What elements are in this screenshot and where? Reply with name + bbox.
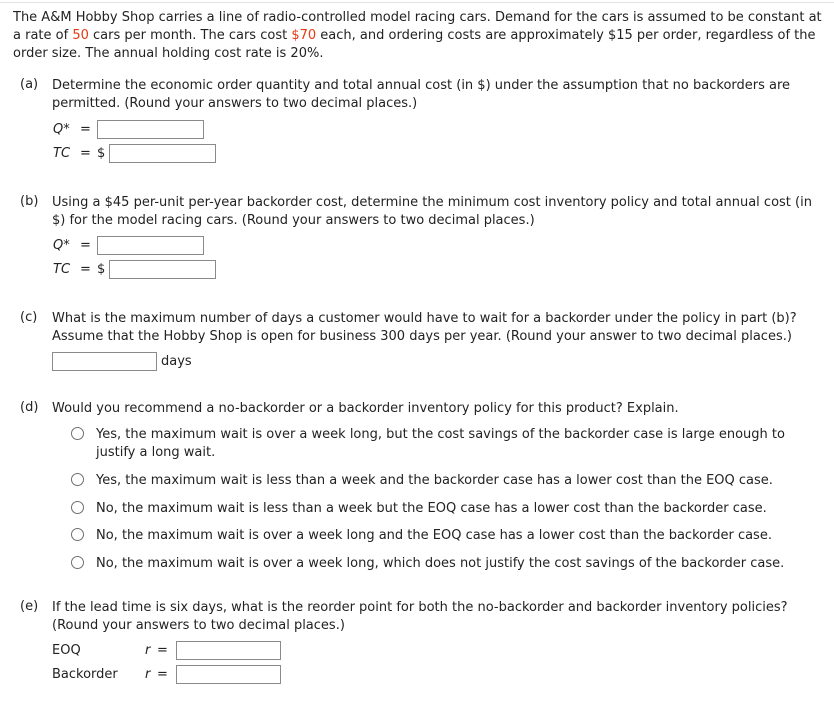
equals-sign: = (80, 122, 91, 137)
part-question: Using a $45 per-unit per-year backorder cost, determine the minimum cost inventory policy and total annual cost (in $) for the model racing cars. (Round your answers to two decimal places.) (52, 195, 812, 228)
part-question: If the lead time is six days, what is the reorder point for both the no-backorder and backorder inventory policies? (Round your answers to two decimal places.) (52, 600, 788, 633)
option-text: No, the maximum wait is over a week long and the EOQ case has a lower cost than the backorder case. (96, 528, 772, 543)
radio-button[interactable] (71, 528, 84, 541)
part-label: (b) (20, 194, 39, 209)
option-text: No, the maximum wait is over a week long, which does not justify the cost savings of the backorder case. (96, 556, 785, 571)
equals-sign: = (80, 146, 91, 161)
tc-input-b[interactable] (109, 260, 216, 279)
equals-sign: = (80, 238, 91, 253)
equals-sign: = (157, 643, 168, 658)
part-question: Would you recommend a no-backorder or a backorder inventory policy for this product? Explain. (52, 401, 679, 416)
equals-sign: = (80, 262, 91, 277)
days-unit-label: days (161, 354, 192, 369)
intro-text: The A&M Hobby Shop carries a line of radio-controlled model racing cars. Demand for the cars is assumed to be constant at a rate of (13, 10, 822, 43)
qstar-label: Q* (53, 238, 70, 253)
demand-value: 50 (72, 28, 89, 43)
days-row (0, 352, 834, 372)
backorder-label: Backorder (52, 667, 118, 682)
reorder-point-backorder-input[interactable] (176, 665, 281, 684)
reorder-row-eoq (0, 641, 834, 661)
radio-button[interactable] (71, 556, 84, 569)
part-question: What is the maximum number of days a customer would have to wait for a backorder under the policy in part (b)? Assume that the Hobby Shop is open for business 300 days per year. (Round your answer to two decimal places.) (52, 311, 797, 344)
problem-intro (13, 9, 828, 63)
qstar-label: Q* (53, 122, 70, 137)
radio-button[interactable] (71, 501, 84, 514)
top-divider (0, 2, 834, 3)
tc-label: TC (53, 146, 71, 161)
qstar-input-a[interactable] (97, 120, 204, 139)
radio-button[interactable] (71, 427, 84, 440)
part-label: (a) (20, 77, 39, 92)
part-label: (c) (20, 310, 38, 325)
tc-label: TC (53, 262, 71, 277)
intro-text: each, and ordering costs are approximately $15 per order, regardless of the order size. The annual holding cost rate is 20%. (13, 28, 816, 61)
part-label: (e) (20, 599, 39, 614)
eoq-label: EOQ (52, 643, 81, 658)
reorder-point-eoq-input[interactable] (176, 641, 281, 660)
option-text: Yes, the maximum wait is less than a week and the backorder case has a lower cost than the EOQ case. (96, 473, 773, 488)
dollar-sign: $ (97, 262, 106, 277)
r-label: r (145, 643, 151, 658)
intro-text: cars per month. The cars cost (88, 28, 292, 43)
reorder-row-backorder (0, 665, 834, 685)
equals-sign: = (157, 667, 168, 682)
max-wait-days-input[interactable] (52, 352, 157, 371)
cost-value: $70 (291, 28, 317, 43)
radio-button[interactable] (71, 473, 84, 486)
tc-row-a (0, 144, 834, 164)
part-question: Determine the economic order quantity and total annual cost (in $) under the assumption that no backorders are permitted. (Round your answers to two decimal places.) (52, 78, 791, 111)
qstar-row-b (0, 236, 834, 256)
tc-input-a[interactable] (109, 144, 216, 163)
tc-row-b (0, 260, 834, 280)
option-text: No, the maximum wait is less than a week but the EOQ case has a lower cost than the backorder case. (96, 501, 767, 516)
dollar-sign: $ (97, 146, 106, 161)
part-label: (d) (20, 400, 39, 415)
r-label: r (145, 667, 151, 682)
qstar-row-a (0, 120, 834, 140)
qstar-input-b[interactable] (97, 236, 204, 255)
option-text: Yes, the maximum wait is over a week long, but the cost savings of the backorder case is large enough to justify a long wait. (96, 427, 785, 460)
